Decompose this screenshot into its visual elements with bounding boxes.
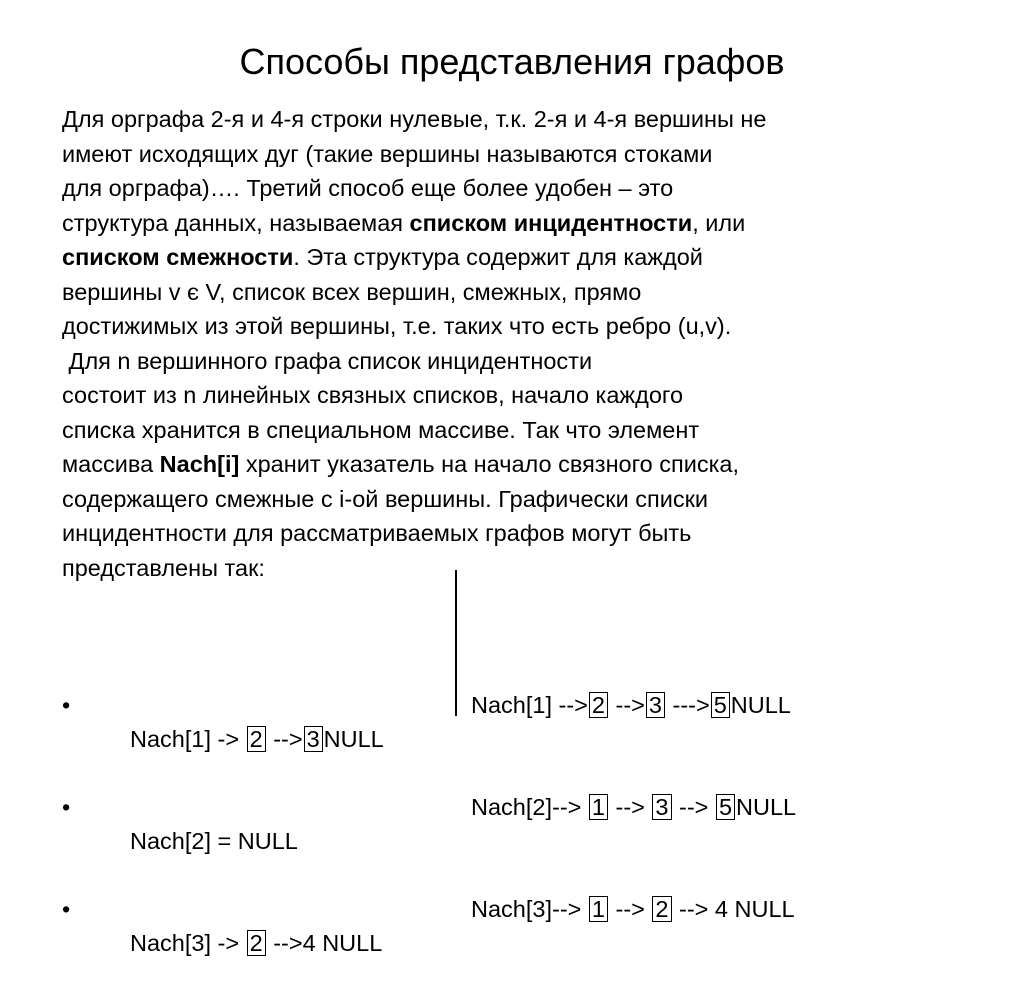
text-line: имеют исходящих дуг (такие вершины называются стоками	[62, 140, 713, 167]
list-node: 2	[247, 930, 266, 956]
text-line	[62, 240, 962, 275]
text-line: состоит из n линейных связных списков, начало каждого	[62, 382, 684, 408]
text-line: содержащего смежные с i-ой вершины. Графически списки	[62, 485, 708, 512]
list-head: Nach[1] -->	[471, 692, 588, 718]
list-head: Nach[3] ->	[130, 930, 246, 956]
left-incidence-lists	[62, 586, 384, 956]
linked-list-nach3	[471, 892, 795, 926]
list-node: 1	[589, 896, 608, 922]
list-arrow: -->	[608, 896, 652, 922]
text-line: для орграфа)…. Третий способ еще более удобен – это	[62, 175, 674, 201]
list-arrow: -->	[672, 794, 715, 820]
list-null: NULL	[734, 896, 795, 922]
list-head: Nach[1] ->	[130, 726, 246, 752]
text-line: инцидентности для рассматриваемых графов могут быть	[62, 520, 692, 546]
list-item	[62, 858, 383, 956]
list-arrow: -->4	[266, 930, 323, 956]
list-head: Nach[2]-->	[471, 794, 588, 820]
list-node: 3	[646, 692, 665, 718]
text-fragment: , или	[692, 209, 746, 236]
body-paragraph	[62, 102, 962, 585]
list-arrow: --> 4	[672, 896, 735, 922]
list-item	[62, 654, 384, 752]
text-fragment: хранит указатель на начало связного списка,	[239, 451, 740, 477]
list-null: NULL	[730, 692, 791, 718]
text-line: достижимых из этой вершины, т.е. таких что есть ребро (u,v).	[62, 313, 732, 339]
linked-list-nach3	[130, 926, 382, 960]
text-fragment: . Эта структура содержит для каждой	[293, 244, 703, 270]
list-item	[471, 654, 791, 718]
term-incidence-list: списком инцидентности	[409, 209, 693, 236]
slide-title: Способы представления графов	[239, 41, 785, 82]
list-node: 3	[652, 794, 671, 820]
list-null: NULL	[322, 930, 383, 956]
text-line: вершины v є V, список всех вершин, смежных, прямо	[62, 278, 642, 305]
text-line	[62, 447, 962, 482]
list-node: 2	[247, 726, 266, 752]
list-arrow: -->	[266, 726, 303, 752]
list-head: Nach[3]-->	[471, 896, 588, 922]
right-incidence-lists	[471, 586, 797, 926]
bullet-icon: •	[62, 794, 71, 820]
text-line	[62, 206, 962, 241]
list-item	[471, 756, 797, 820]
text-line: представлены так:	[62, 554, 265, 581]
list-item	[471, 858, 795, 922]
list-node: 2	[652, 896, 671, 922]
text-line: Для n вершинного графа список инцидентности	[62, 347, 593, 374]
linked-list-nach2	[471, 790, 796, 824]
list-item	[62, 756, 298, 854]
list-arrow: -->	[608, 794, 652, 820]
list-node: 3	[304, 726, 323, 752]
column-divider	[455, 570, 457, 716]
list-node: 2	[589, 692, 608, 718]
list-arrow: --->	[665, 692, 710, 718]
text-line: Для орграфа 2-я и 4-я строки нулевые, т.к. 2-я и 4-я вершины не	[62, 106, 767, 132]
term-adjacency-list: списком смежности	[62, 244, 294, 270]
term-nach-i: Nach[i]	[159, 451, 240, 477]
bullet-icon: •	[62, 896, 71, 922]
linked-list-nach1	[471, 688, 791, 722]
list-null: NULL	[323, 726, 384, 752]
linked-list-nach1	[130, 722, 384, 756]
list-node: 1	[589, 794, 608, 820]
text-fragment: структура данных, называемая	[62, 209, 410, 236]
list-node: 5	[711, 692, 730, 718]
text-fragment: массива	[62, 451, 160, 477]
list-null: NULL	[736, 794, 797, 820]
text-line: списка хранится в специальном массиве. Так что элемент	[62, 416, 700, 443]
list-arrow: -->	[608, 692, 645, 718]
linked-list-nach2: Nach[2] = NULL	[130, 828, 298, 854]
list-node: 5	[716, 794, 735, 820]
bullet-icon: •	[62, 692, 71, 718]
